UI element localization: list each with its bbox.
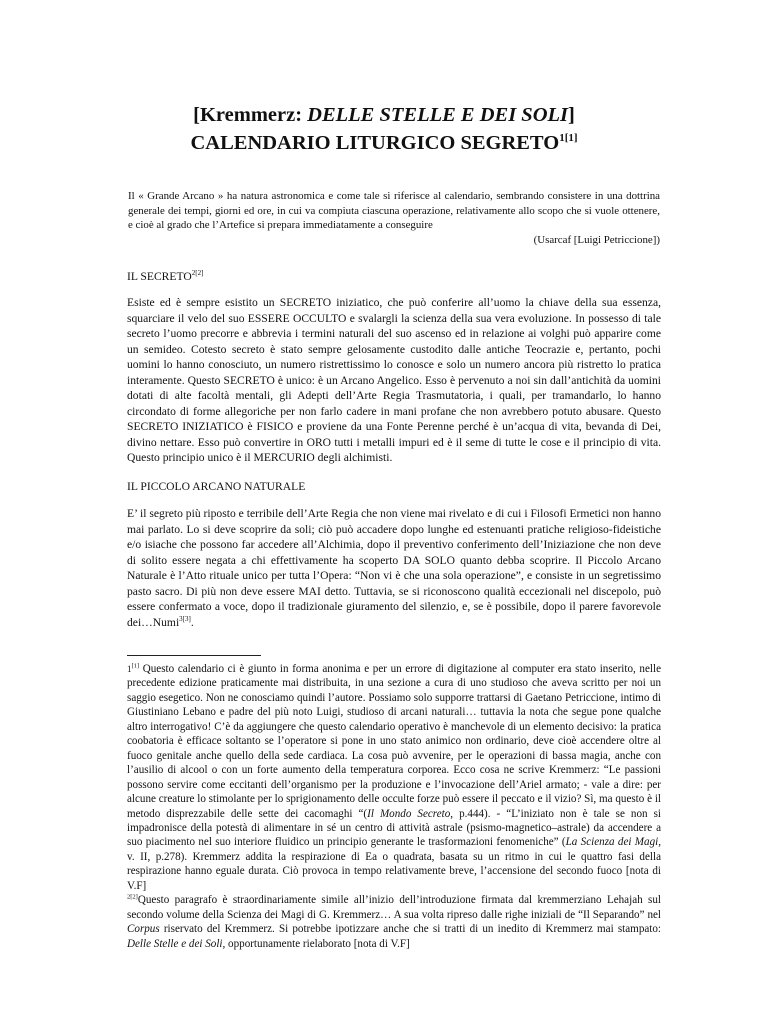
footnote-2-book: Delle Stelle e dei Soli, (127, 937, 226, 950)
paragraph-piccolo-arcano (127, 506, 661, 630)
footnote-1-text-a: Questo calendario ci è giunto in forma anonima e per un errore di digitazione al computer era stato inserito, nelle precedente edizione praticamente mai distribuita, in una sezione a cura di uno studioso che aveva scritto per noi un saggio esegetico. Non ne conosciamo quindi l’autore. Possiamo solo supporre trattarsi di Gaetano Petriccione, intimo di Giustiniano Lebano e padre del più noto Luigi, studioso di arcani naturali… tuttavia la nota che segue pone qualche altro interrogativo! C’è da aggiungere che questo calendario operativo è manchevole di un elemento decisivo: la pratica coobatoria è efficace soltanto se l’operatore si pone in uno stato animico non ordinario, deve cioè accendere oltre al fuoco genitale anche quello della sede cardiaca. La cosa può avvenire, per le operazioni di bassa magia, anche con l’ausilio di alcool o con un forte aumento della temperatura corporea. Ecco cosa ne scrive Kremmerz: “Le passioni possono servire come eccitanti dell’organismo per la produzione e l’invocazione dell’Ariel armato; - vale a dire: per alcune creature lo stimolante per lo sprigionamento delle occulte forze può essere il peccato e il vizio? Sì, ma questo è il metodo disprezzabile delle sette dei cacomaghi “( (127, 663, 661, 820)
footnote-1-link[interactable]: [1] (131, 662, 140, 670)
footnote-2 (127, 893, 661, 951)
paragraph-secreto: Esiste ed è sempre esistito un SECRETO iniziatico, che può conferire all’uomo la chiave della sua essenza, squarciare il velo del suo ESSERE OCCULTO e svalargli la scienza della sua vera evoluzione. In possesso di tale secreto l’uomo precorre e abbrevia i termini naturali del suo ascenso ed in relazione ai volghi può apparire come un semideo. Cotesto secreto è stato sempre gelosamente custodito dalle antiche Teocrazie e, pertanto, pochi uomini lo hanno conosciuto, un numero ristrettissimo lo conosce e solo un numero ancora più ristretto lo pratica interamente. Questo SECRETO è unico: è un Arcano Angelico. Esso è pervenuto a noi sin dall’antichità da uomini dotati di alte facoltà mentali, gli Adepti dell’Arte Regia Trasmutatoria, i quali, per tramandarlo, lo hanno circondato di forme allegoriche per non farlo cadere in mani profane che non avrebbero potuto abusare. Questo SECRETO INIZIATICO è FISICO e proviene da una Fonte Perenne perché è un’acqua di vita, bevanda di Dei, divino nettare. Esso può convertire in ORO tutti i metalli impuri ed è il seme di tutte le cose e il principio di vita. Questo principio unico è il MERCURIO degli alchimisti. (127, 296, 661, 464)
footnote-ref-1[interactable]: 1[1] (559, 132, 578, 145)
footnote-1-mark: 1 (127, 664, 132, 674)
subtitle-text: CALENDARIO LITURGICO SEGRETO (190, 132, 560, 154)
footnote-1-text-c: , v. II, p.278). Kremmerz addita la respirazione di Ea o quadrata, basata su un ritmo in cui le quattro fasi della respirazione hanno eguale durata. Ciò provoca in tempo relativamente breve, l’accensione del secondo fuoco [nota di V.F] (127, 836, 661, 892)
footnote-ref-2[interactable]: 2[2] (191, 269, 204, 278)
title-italic: DELLE STELLE E DEI SOLI (307, 104, 569, 126)
document-title (0, 103, 768, 128)
footnote-1 (127, 662, 661, 893)
footnotes (127, 662, 661, 951)
footnote-1-text-b: , p.444). - “L’iniziato non è tale se non si impadronisce della potestà di alimentare in sé un centro di attività astrale (psismo-magnetico–astrale) da accendere a suo piacimento nel suo interiore fluidico un principio generante le trasformazioni fenomeniche” ( (127, 807, 661, 849)
epigraph-text: Il « Grande Arcano » ha natura astronomica e come tale si riferisce al calendario, sembrando consistere in una dottrina generale dei tempi, giorni ed ore, in cui va compiuta ciascuna operazione, relativamente allo scopo che si vuole ottenere, e cioè al grado che l’Artefice si prepara immediatamente a conseguire (128, 190, 660, 232)
footnote-2-text-c: opportunamente rielaborato [nota di V.F] (225, 937, 410, 950)
epigraph-attribution: (Usarcaf [Luigi Petriccione]) (533, 234, 660, 246)
footnote-separator (127, 655, 261, 656)
footnote-2-link[interactable]: 2[2] (127, 893, 138, 901)
document-subtitle (0, 131, 768, 156)
footnote-2-text-b: riservato del Kremmerz. Si potrebbe ipotizzare anche che si tratti di un inedito di Kremmerz mai stampato: (159, 923, 661, 936)
footnote-2-term: Corpus (127, 923, 160, 936)
footnote-2-text-a: Questo paragrafo è straordinariamente simile all’inizio dell’introduzione firmata dal kremmerziano Lehajah sul secondo volume della Scienza dei Magi di G. Kremmerz… A sua volta ripreso dalle righe iniziali de “Il Separando” nel (127, 894, 661, 921)
heading-text: IL SECRETO (127, 270, 192, 283)
footnote-1-book-1: Il Mondo Secreto (367, 807, 451, 820)
section-heading-piccolo-arcano: IL PICCOLO ARCANO NATURALE (127, 480, 306, 493)
footnote-ref-3[interactable]: 3[3] (179, 614, 191, 623)
section-heading-secreto (127, 270, 203, 284)
footnote-1-book-2: La Scienza dei Magi (565, 836, 659, 849)
title-suffix: ] (568, 104, 575, 126)
paragraph-text: E’ il segreto più riposto e terribile dell’Arte Regia che non viene mai rivelato e di cui i Filosofi Ermetici non hanno mai parlato. Lo si deve scoprire da soli; ciò può accadere dopo lunghe ed estenuanti pratiche religioso-fideistiche e/o isiache che possono far accedere all’Alchimia, dopo il preventivo conferimento dell’Iniziazione che non deve di solito essere negata a chi effettivamente ha scoperto DA SOLO quanto debba scoprire. Il Piccolo Arcano Naturale è l’Atto rituale unico per tutta l’Opera: “Non vi è che una sola operazione”, e consiste in un segretissimo pasto sacro. Di più non deve essere MAI detto. Tuttavia, se si riconoscono qualità eccezionali nel discepolo, può essere confermato a voce, dopo il tradizionale giuramento del silenzio, e, se è possibile, dopo il parere favorevole dei…Numi (127, 507, 661, 629)
paragraph-end: . (190, 615, 194, 629)
title-prefix: [Kremmerz: (193, 104, 308, 126)
